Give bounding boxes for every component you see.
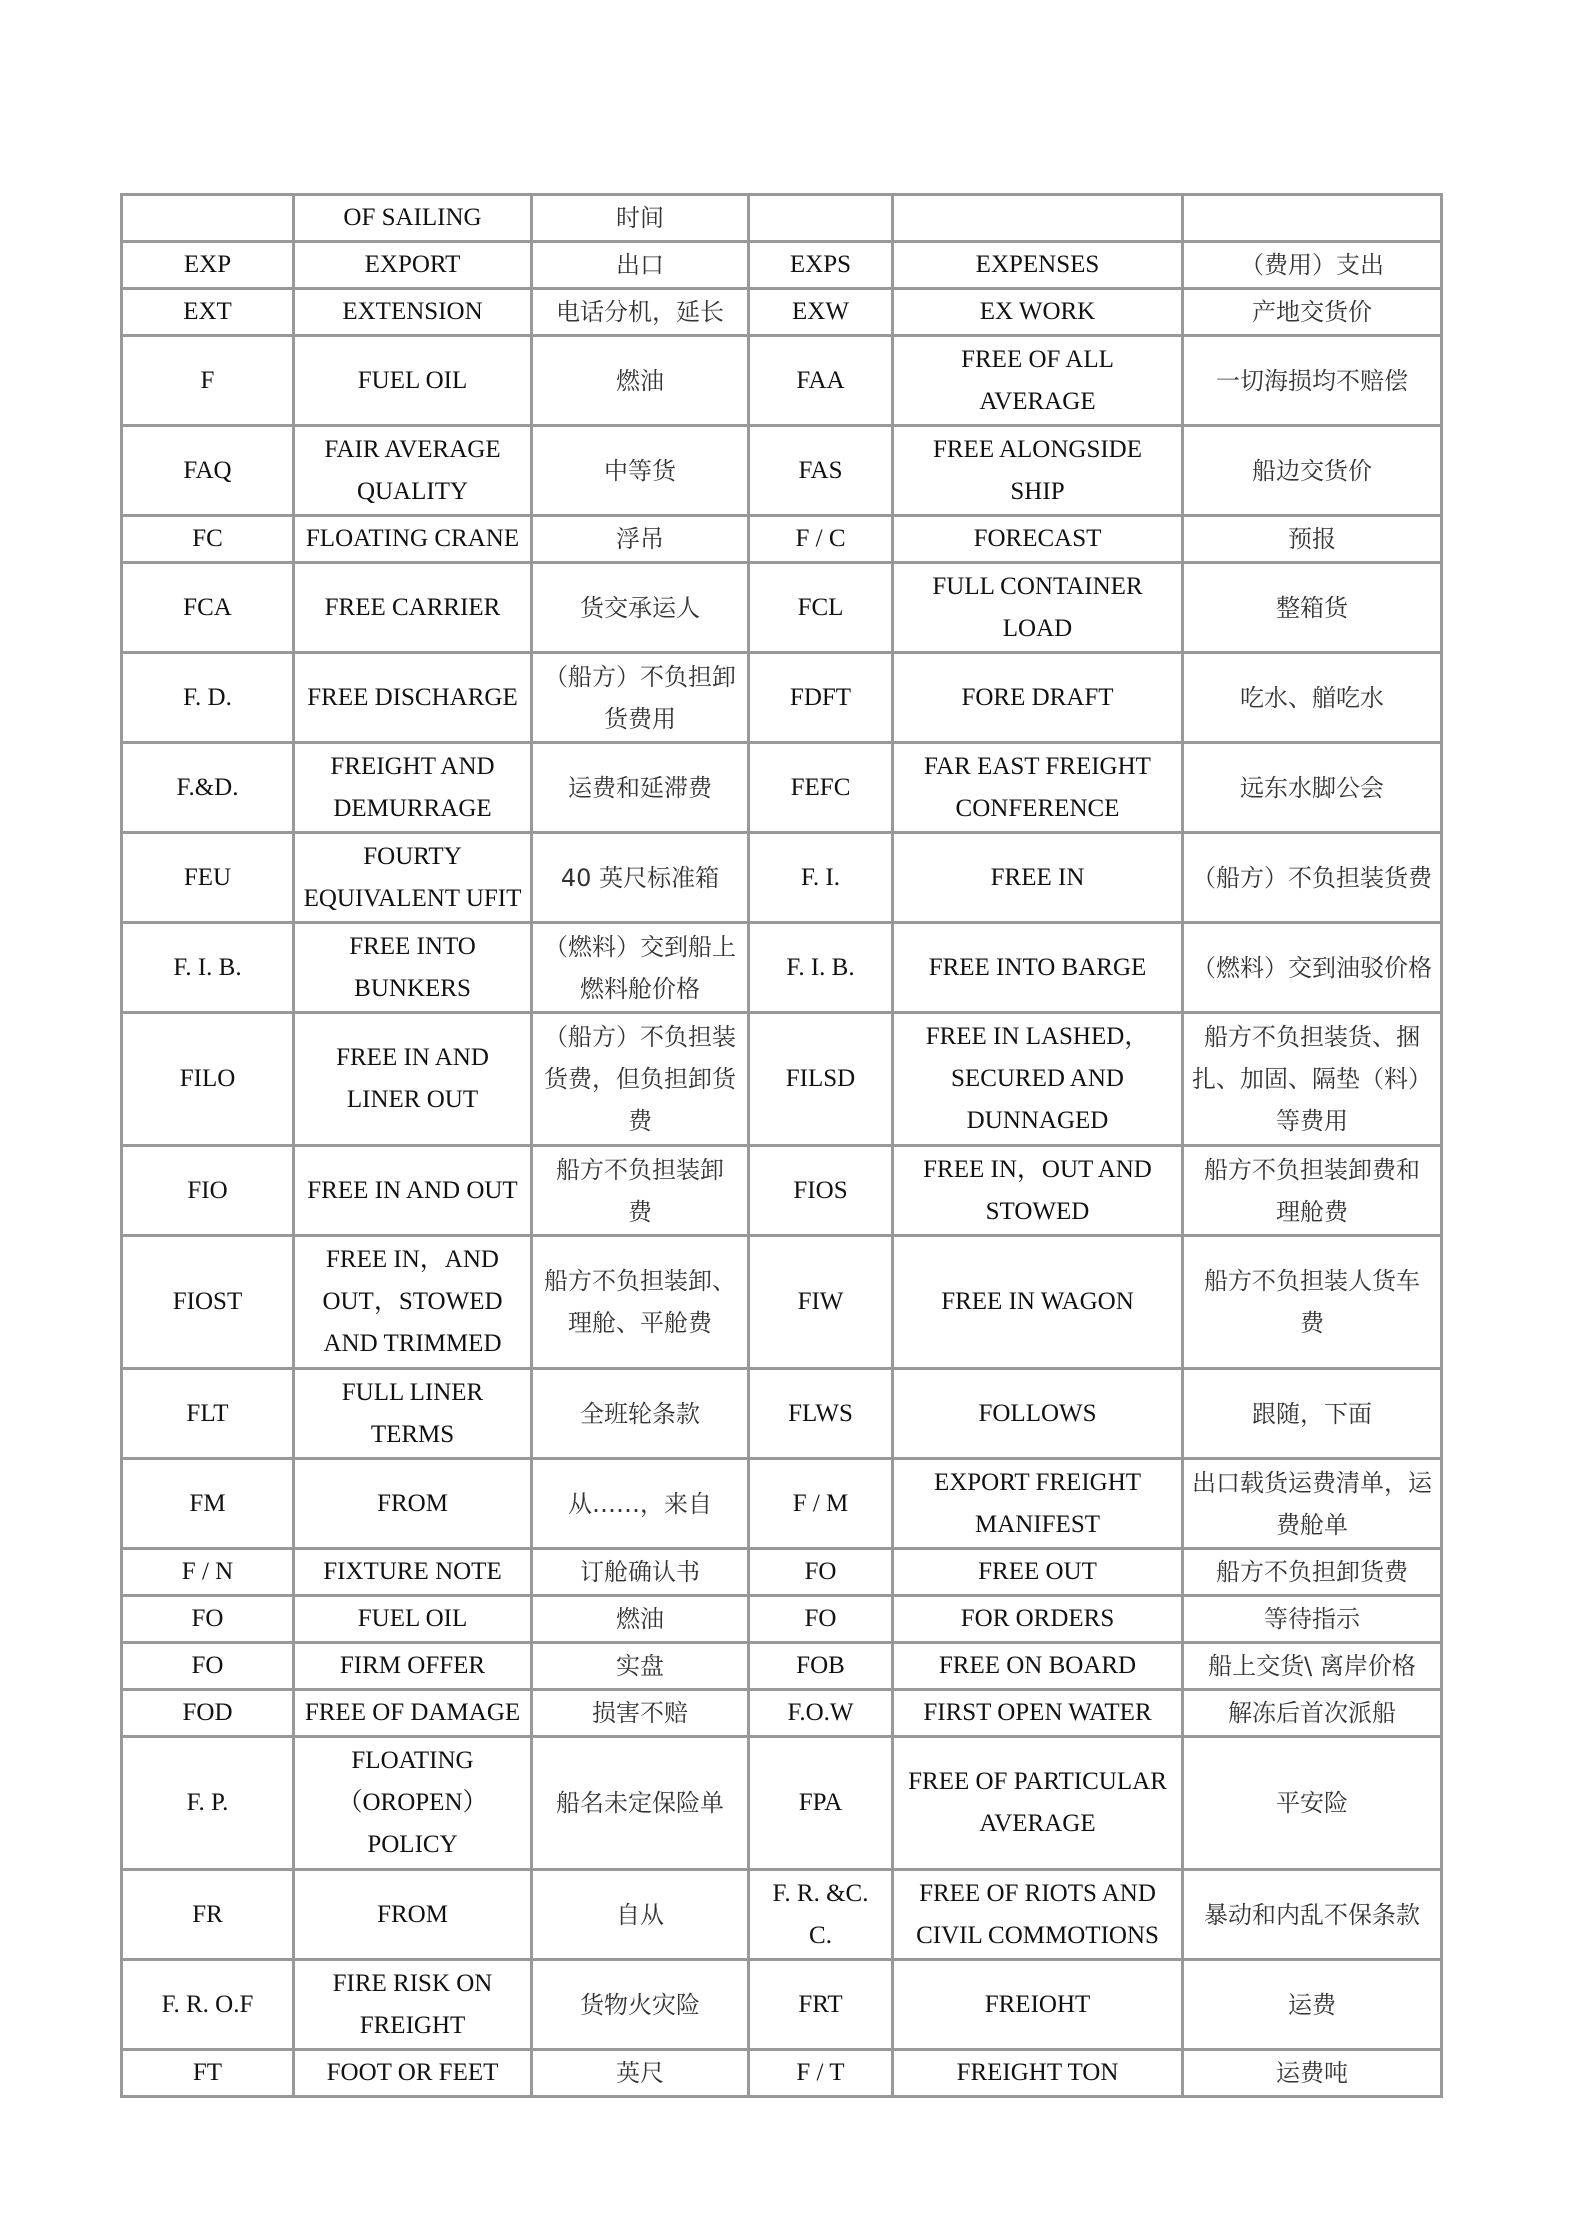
english-term-cell: FREE CARRIER — [294, 563, 532, 653]
table-row — [122, 516, 1442, 563]
abbreviation-cell: FLT — [122, 1369, 294, 1459]
abbreviation-cell: FLWS — [749, 1369, 893, 1459]
chinese-meaning-cell: 出口 — [532, 242, 749, 289]
abbreviation-cell: F. P. — [122, 1737, 294, 1870]
table-row — [122, 1643, 1442, 1690]
table-row — [122, 923, 1442, 1013]
english-term-cell: FAR EAST FREIGHT CONFERENCE — [893, 743, 1183, 833]
english-term-cell: FORECAST — [893, 516, 1183, 563]
abbreviation-cell: FILO — [122, 1013, 294, 1146]
table-row — [122, 743, 1442, 833]
chinese-meaning-cell: 浮吊 — [532, 516, 749, 563]
english-term-cell: FREE INTO BUNKERS — [294, 923, 532, 1013]
chinese-meaning-cell: 整箱货 — [1183, 563, 1442, 653]
table-row — [122, 1013, 1442, 1146]
abbreviation-cell: FAA — [749, 336, 893, 426]
chinese-meaning-cell: 中等货 — [532, 426, 749, 516]
english-term-cell: FREE OF DAMAGE — [294, 1690, 532, 1737]
english-term-cell: FREE ALONGSIDE SHIP — [893, 426, 1183, 516]
chinese-meaning-cell: 船方不负担装卸费和 理舱费 — [1183, 1146, 1442, 1236]
abbreviation-cell: FIOS — [749, 1146, 893, 1236]
english-term-cell: FOOT OR FEET — [294, 2050, 532, 2097]
english-term-cell: EXTENSION — [294, 289, 532, 336]
abbreviation-cell: FCA — [122, 563, 294, 653]
chinese-meaning-cell: 运费 — [1183, 1960, 1442, 2050]
chinese-meaning-cell: 船方不负担装卸 费 — [532, 1146, 749, 1236]
abbreviation-cell: F.&D. — [122, 743, 294, 833]
chinese-meaning-cell: （船方）不负担装货费 — [1183, 833, 1442, 923]
english-term-cell: FREE DISCHARGE — [294, 653, 532, 743]
abbreviation-cell: FIO — [122, 1146, 294, 1236]
abbreviation-cell: FM — [122, 1459, 294, 1549]
english-term-cell: FLOATING （OROPEN） POLICY — [294, 1737, 532, 1870]
abbreviation-cell: FIW — [749, 1236, 893, 1369]
chinese-meaning-cell: 全班轮条款 — [532, 1369, 749, 1459]
abbreviation-cell: FEU — [122, 833, 294, 923]
abbreviation-cell: FO — [122, 1643, 294, 1690]
chinese-meaning-cell: （燃料）交到油驳价格 — [1183, 923, 1442, 1013]
chinese-meaning-cell: 燃油 — [532, 1596, 749, 1643]
abbreviation-cell: F / C — [749, 516, 893, 563]
chinese-meaning-cell: （费用）支出 — [1183, 242, 1442, 289]
abbreviation-cell: F / T — [749, 2050, 893, 2097]
chinese-meaning-cell: 运费吨 — [1183, 2050, 1442, 2097]
abbreviation-cell: F / M — [749, 1459, 893, 1549]
abbreviation-cell: F. R. &C. C. — [749, 1870, 893, 1960]
abbreviation-cell: FILSD — [749, 1013, 893, 1146]
english-term-cell: FLOATING CRANE — [294, 516, 532, 563]
english-term-cell: FREE IN — [893, 833, 1183, 923]
english-term-cell: FREE INTO BARGE — [893, 923, 1183, 1013]
abbreviation-cell: F. I. B. — [122, 923, 294, 1013]
english-term-cell: FOLLOWS — [893, 1369, 1183, 1459]
chinese-meaning-cell: 等待指示 — [1183, 1596, 1442, 1643]
english-term-cell — [893, 195, 1183, 242]
chinese-meaning-cell: 燃油 — [532, 336, 749, 426]
english-term-cell: FREE OF ALL AVERAGE — [893, 336, 1183, 426]
abbreviation-cell: FT — [122, 2050, 294, 2097]
abbreviation-cell: F. R. O.F — [122, 1960, 294, 2050]
abbreviation-cell — [122, 195, 294, 242]
english-term-cell: EXPORT — [294, 242, 532, 289]
english-term-cell: FORE DRAFT — [893, 653, 1183, 743]
chinese-meaning-cell: 暴动和内乱不保条款 — [1183, 1870, 1442, 1960]
abbreviation-cell: FR — [122, 1870, 294, 1960]
abbreviation-cell: EXP — [122, 242, 294, 289]
english-term-cell: FREE IN AND OUT — [294, 1146, 532, 1236]
chinese-meaning-cell: 船边交货价 — [1183, 426, 1442, 516]
abbreviation-cell: FIOST — [122, 1236, 294, 1369]
abbreviation-cell: FO — [749, 1549, 893, 1596]
chinese-meaning-cell: 船方不负担装卸、 理舱、平舱费 — [532, 1236, 749, 1369]
abbreviation-cell: F — [122, 336, 294, 426]
table-row — [122, 242, 1442, 289]
english-term-cell: FREIGHT AND DEMURRAGE — [294, 743, 532, 833]
chinese-meaning-cell: 解冻后首次派船 — [1183, 1690, 1442, 1737]
table-row — [122, 1960, 1442, 2050]
table-row — [122, 1737, 1442, 1870]
abbreviation-cell: FO — [122, 1596, 294, 1643]
table-row — [122, 1236, 1442, 1369]
chinese-meaning-cell: 远东水脚公会 — [1183, 743, 1442, 833]
chinese-meaning-cell: 船上交货\ 离岸价格 — [1183, 1643, 1442, 1690]
chinese-meaning-cell — [1183, 195, 1442, 242]
chinese-meaning-cell: 自从 — [532, 1870, 749, 1960]
abbreviation-cell: EXPS — [749, 242, 893, 289]
table-row — [122, 1870, 1442, 1960]
abbreviation-cell: FCL — [749, 563, 893, 653]
chinese-meaning-cell: 跟随，下面 — [1183, 1369, 1442, 1459]
abbreviation-cell: FRT — [749, 1960, 893, 2050]
table-row — [122, 563, 1442, 653]
chinese-meaning-cell: 船方不负担装货、捆 扎、加固、隔垫（料） 等费用 — [1183, 1013, 1442, 1146]
english-term-cell: FREIGHT TON — [893, 2050, 1183, 2097]
table-row — [122, 426, 1442, 516]
english-term-cell: FUEL OIL — [294, 336, 532, 426]
table-row — [122, 1369, 1442, 1459]
table-row — [122, 1549, 1442, 1596]
english-term-cell: EXPORT FREIGHT MANIFEST — [893, 1459, 1183, 1549]
chinese-meaning-cell: 出口载货运费清单，运 费舱单 — [1183, 1459, 1442, 1549]
abbreviation-cell: F. D. — [122, 653, 294, 743]
abbreviation-cell: FOD — [122, 1690, 294, 1737]
table-row — [122, 653, 1442, 743]
chinese-meaning-cell: 英尺 — [532, 2050, 749, 2097]
abbreviation-table — [120, 193, 1443, 2098]
table-row — [122, 1459, 1442, 1549]
english-term-cell: OF SAILING — [294, 195, 532, 242]
table-body — [122, 195, 1442, 2097]
english-term-cell: FOURTY EQUIVALENT UFIT — [294, 833, 532, 923]
chinese-meaning-cell: 产地交货价 — [1183, 289, 1442, 336]
table-row — [122, 1146, 1442, 1236]
chinese-meaning-cell: 平安险 — [1183, 1737, 1442, 1870]
english-term-cell: FUEL OIL — [294, 1596, 532, 1643]
chinese-meaning-cell: 时间 — [532, 195, 749, 242]
chinese-meaning-cell: 船名未定保险单 — [532, 1737, 749, 1870]
abbreviation-cell: FPA — [749, 1737, 893, 1870]
chinese-meaning-cell: 电话分机，延长 — [532, 289, 749, 336]
english-term-cell: FROM — [294, 1870, 532, 1960]
english-term-cell: FREE OF PARTICULAR AVERAGE — [893, 1737, 1183, 1870]
chinese-meaning-cell: 货交承运人 — [532, 563, 749, 653]
table-row — [122, 1690, 1442, 1737]
abbreviation-cell — [749, 195, 893, 242]
english-term-cell: FROM — [294, 1459, 532, 1549]
abbreviation-cell: EXT — [122, 289, 294, 336]
abbreviation-cell: F. I. — [749, 833, 893, 923]
abbreviation-cell: EXW — [749, 289, 893, 336]
abbreviation-cell: FEFC — [749, 743, 893, 833]
table-row — [122, 2050, 1442, 2097]
english-term-cell: FIRE RISK ON FREIGHT — [294, 1960, 532, 2050]
english-term-cell: FREE IN，OUT AND STOWED — [893, 1146, 1183, 1236]
chinese-meaning-cell: （船方）不负担装 货费，但负担卸货 费 — [532, 1013, 749, 1146]
english-term-cell: EX WORK — [893, 289, 1183, 336]
abbreviation-cell: F / N — [122, 1549, 294, 1596]
abbreviation-cell: F.O.W — [749, 1690, 893, 1737]
chinese-meaning-cell: 运费和延滞费 — [532, 743, 749, 833]
english-term-cell: FAIR AVERAGE QUALITY — [294, 426, 532, 516]
chinese-meaning-cell: 货物火灾险 — [532, 1960, 749, 2050]
abbreviation-cell: FDFT — [749, 653, 893, 743]
chinese-meaning-cell: 损害不赔 — [532, 1690, 749, 1737]
english-term-cell: FULL CONTAINER LOAD — [893, 563, 1183, 653]
chinese-meaning-cell: （船方）不负担卸 货费用 — [532, 653, 749, 743]
table-row — [122, 1596, 1442, 1643]
chinese-meaning-cell: 从……，来自 — [532, 1459, 749, 1549]
english-term-cell: EXPENSES — [893, 242, 1183, 289]
english-term-cell: FIRM OFFER — [294, 1643, 532, 1690]
abbreviation-cell: FC — [122, 516, 294, 563]
english-term-cell: FULL LINER TERMS — [294, 1369, 532, 1459]
english-term-cell: FREE OF RIOTS AND CIVIL COMMOTIONS — [893, 1870, 1183, 1960]
table-row — [122, 833, 1442, 923]
english-term-cell: FREE OUT — [893, 1549, 1183, 1596]
table-row — [122, 289, 1442, 336]
english-term-cell: FREE IN AND LINER OUT — [294, 1013, 532, 1146]
chinese-meaning-cell: 预报 — [1183, 516, 1442, 563]
chinese-meaning-cell: 40 英尺标准箱 — [532, 833, 749, 923]
abbreviation-cell: FOB — [749, 1643, 893, 1690]
chinese-meaning-cell: 吃水、艏吃水 — [1183, 653, 1442, 743]
abbreviation-cell: FAS — [749, 426, 893, 516]
chinese-meaning-cell: （燃料）交到船上 燃料舱价格 — [532, 923, 749, 1013]
chinese-meaning-cell: 船方不负担卸货费 — [1183, 1549, 1442, 1596]
english-term-cell: FREIOHT — [893, 1960, 1183, 2050]
chinese-meaning-cell: 船方不负担装人货车 费 — [1183, 1236, 1442, 1369]
table-row — [122, 195, 1442, 242]
abbreviation-cell: F. I. B. — [749, 923, 893, 1013]
english-term-cell: FREE IN WAGON — [893, 1236, 1183, 1369]
abbreviation-cell: FO — [749, 1596, 893, 1643]
abbreviation-cell: FAQ — [122, 426, 294, 516]
english-term-cell: FIXTURE NOTE — [294, 1549, 532, 1596]
english-term-cell: FREE IN LASHED， SECURED AND DUNNAGED — [893, 1013, 1183, 1146]
chinese-meaning-cell: 订舱确认书 — [532, 1549, 749, 1596]
chinese-meaning-cell: 一切海损均不赔偿 — [1183, 336, 1442, 426]
english-term-cell: FREE IN，AND OUT，STOWED AND TRIMMED — [294, 1236, 532, 1369]
table-row — [122, 336, 1442, 426]
english-term-cell: FIRST OPEN WATER — [893, 1690, 1183, 1737]
chinese-meaning-cell: 实盘 — [532, 1643, 749, 1690]
english-term-cell: FREE ON BOARD — [893, 1643, 1183, 1690]
english-term-cell: FOR ORDERS — [893, 1596, 1183, 1643]
